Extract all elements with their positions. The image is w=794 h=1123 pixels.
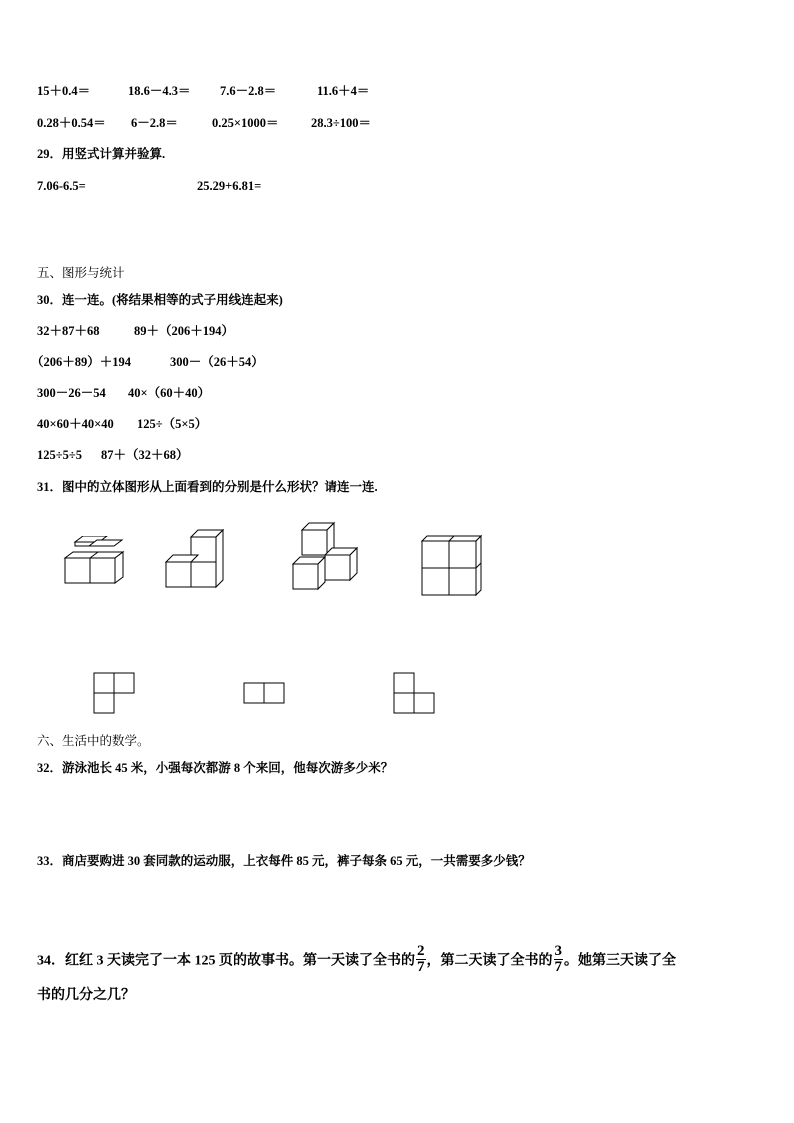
question-30-title: 30．连一连。(将结果相等的式子用线连起来) (37, 293, 283, 307)
oral-calc-item: 6－2.8＝ (131, 116, 178, 130)
oral-calc-item: 0.25×1000＝ (212, 116, 279, 130)
q34-text-part-1: 34．红红 3 天读完了一本 125 页的故事书。第一天读了全书的 (37, 953, 415, 969)
oral-calc-item: 7.6－2.8＝ (220, 84, 277, 98)
oral-calc-item: 15＋0.4＝ (37, 84, 91, 98)
q34-text-part-2: ，第二天读了全书的 (426, 953, 553, 969)
question-34-line-2: 书的几分之几？ (37, 988, 135, 1003)
top-view-shape-1 (93, 672, 137, 716)
solid-figure-1 (60, 536, 130, 586)
oral-calc-item: 18.6－4.3＝ (128, 84, 191, 98)
solid-figure-2 (163, 525, 233, 595)
q30-right-expression: 125÷（5×5） (137, 417, 208, 431)
q30-left-expression: 40×60＋40×40 (37, 417, 114, 431)
q30-right-expression: 40×（60＋40） (128, 386, 211, 400)
section-6-title: 六、生活中的数学。 (37, 734, 150, 748)
q30-left-expression: （206＋89）＋194 (31, 355, 132, 369)
q30-right-expression: 300－（26＋54） (170, 355, 264, 369)
top-view-shape-2 (243, 682, 287, 706)
fraction-denominator: 7 (417, 959, 425, 975)
fraction-numerator: 2 (417, 943, 425, 959)
question-33: 33．商店要购进 30 套同款的运动服，上衣每件 85 元，裤子每条 65 元，一共需要多少钱？ (37, 854, 531, 868)
q34-text-part-3: 。她第三天读了全 (564, 953, 676, 969)
q30-left-expression: 300－26－54 (37, 386, 106, 400)
question-29-item: 7.06-6.5= (37, 179, 86, 193)
question-32: 32．游泳池长 45 米，小强每次都游 8 个来回，他每次游多少米？ (37, 761, 394, 775)
question-31-title: 31．图中的立体图形从上面看到的分别是什么形状？请连一连. (37, 480, 378, 494)
solid-figure-4 (418, 531, 484, 597)
q30-right-expression: 87＋（32＋68） (101, 448, 189, 462)
question-29-item: 25.29+6.81= (197, 179, 262, 193)
oral-calc-item: 28.3÷100＝ (311, 116, 371, 130)
fraction-numerator: 3 (554, 943, 562, 959)
top-view-shape-3 (393, 672, 437, 716)
question-29-title: 29．用竖式计算并验算. (37, 147, 166, 161)
fraction-2-7 (416, 944, 426, 975)
section-5-title: 五、图形与统计 (37, 266, 125, 280)
oral-calc-item: 11.6＋4＝ (317, 84, 370, 98)
fraction-denominator: 7 (554, 959, 562, 975)
question-34-line-1 (37, 943, 676, 977)
solid-figure-3 (290, 518, 360, 593)
q30-right-expression: 89＋（206＋194） (134, 324, 235, 338)
q30-left-expression: 125÷5÷5 (37, 448, 82, 462)
q30-left-expression: 32＋87＋68 (37, 324, 100, 338)
fraction-3-7 (554, 944, 564, 975)
oral-calc-item: 0.28＋0.54＝ (37, 116, 106, 130)
